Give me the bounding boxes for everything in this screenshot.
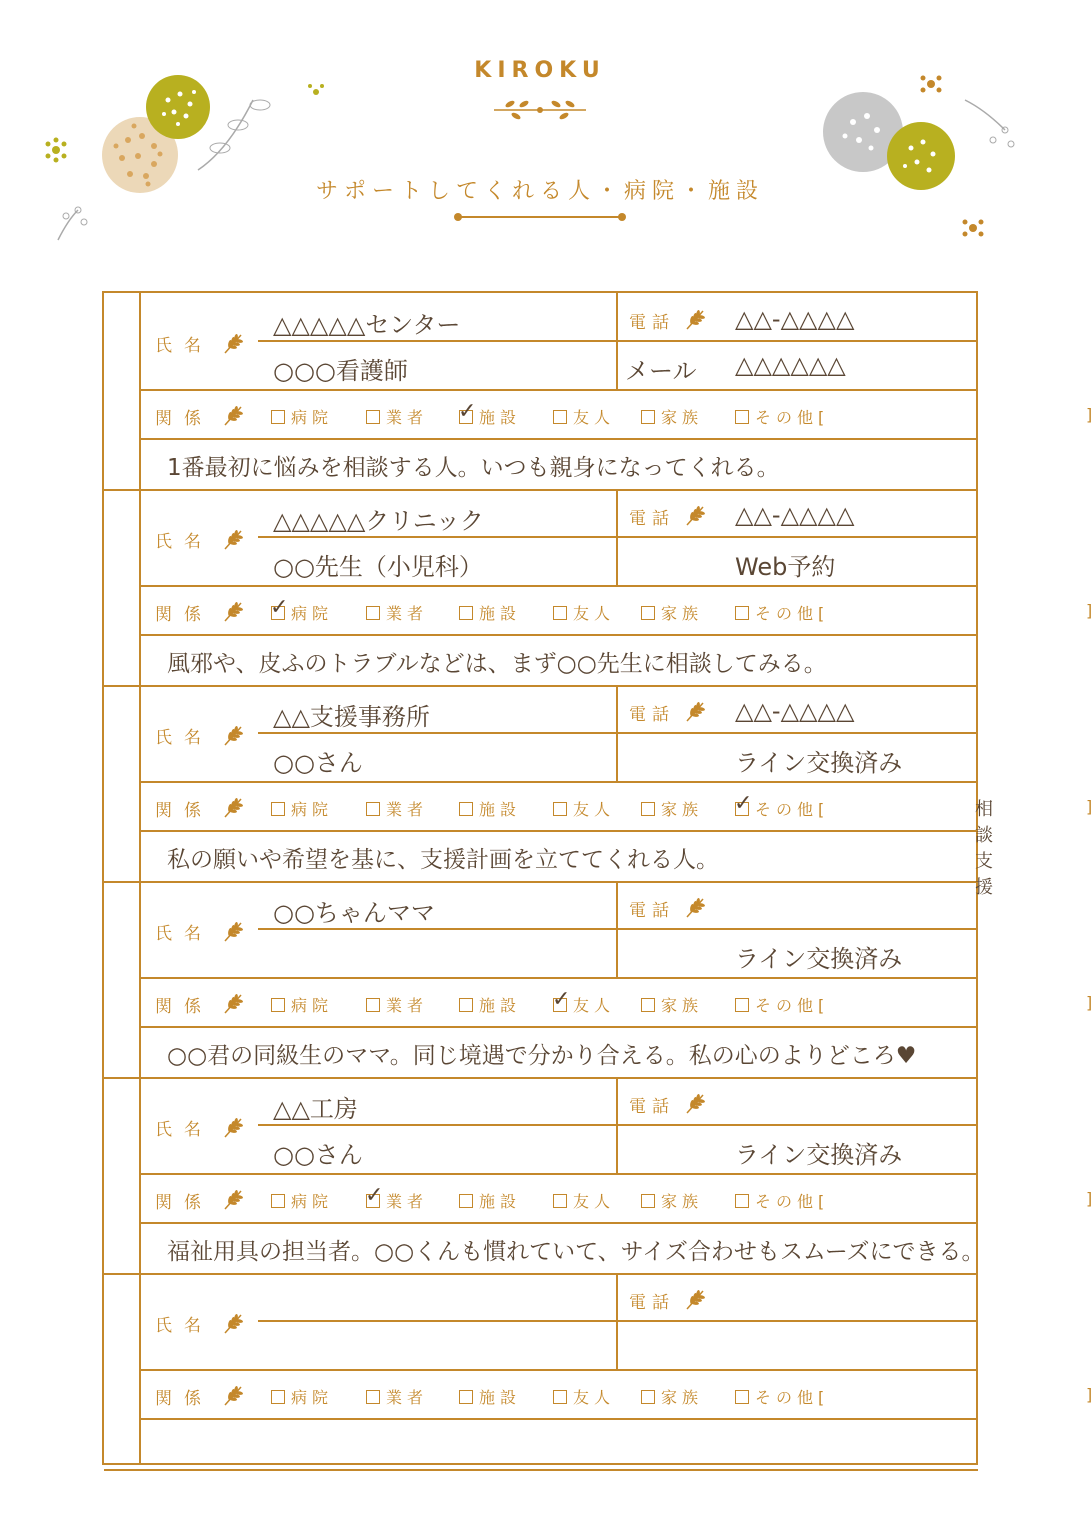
person-value[interactable]: ○○さん <box>273 749 363 777</box>
column-divider <box>616 1077 618 1173</box>
checkbox[interactable] <box>641 410 655 424</box>
relation-option[interactable] <box>552 987 616 1016</box>
relation-option[interactable] <box>459 1385 521 1408</box>
name-value[interactable]: △△△△△クリニック <box>273 507 484 535</box>
checkbox[interactable] <box>270 595 289 620</box>
contact-value[interactable]: ライン交換済み <box>735 749 903 777</box>
relation-option-label: 施設 <box>479 408 522 427</box>
relation-options <box>271 1175 1092 1224</box>
person-value[interactable]: ○○○看護師 <box>273 357 408 385</box>
relation-option-label: 業者 <box>386 604 429 623</box>
relation-option-label: その他[ <box>755 996 830 1015</box>
relation-option-label: 家族 <box>661 604 704 623</box>
sprig-icon <box>221 599 245 623</box>
relation-option-label: その他[ <box>755 1388 830 1407</box>
relation-option[interactable] <box>553 601 615 624</box>
checkbox[interactable] <box>271 998 285 1012</box>
contact-value[interactable]: △△△△△△ <box>735 351 846 379</box>
relation-option-label: 友人 <box>573 604 616 623</box>
relation-option-label: 友人 <box>573 1388 616 1407</box>
relation-option-label: 施設 <box>479 1192 522 1211</box>
checkbox[interactable] <box>734 791 753 816</box>
relation-option-label: 家族 <box>661 1388 704 1407</box>
relation-option-label: 家族 <box>661 996 704 1015</box>
entry-border <box>104 1469 978 1471</box>
contact-entry <box>141 1077 1092 1273</box>
relation-option-label: 友人 <box>573 1192 616 1211</box>
name-divider <box>258 732 618 734</box>
relation-option-label: その他[ <box>755 408 830 427</box>
relation-option-label: その他[ <box>755 1192 830 1211</box>
phone-label: 電話 <box>629 901 675 921</box>
checkbox[interactable] <box>735 410 749 424</box>
relation-option[interactable] <box>553 797 615 820</box>
relation-label: 関係 <box>155 1389 213 1409</box>
checkbox[interactable] <box>271 410 285 424</box>
checkbox[interactable] <box>641 998 655 1012</box>
relation-options <box>271 391 1092 440</box>
relation-option-label: その他[ <box>755 604 830 623</box>
note-text[interactable]: 福祉用具の担当者。○○くんも慣れていて、サイズ合わせもスムーズにできる。 <box>167 1239 985 1265</box>
relation-option[interactable] <box>641 797 703 820</box>
decorative-flowers-right-icon <box>815 70 1045 250</box>
relation-option-label: 業者 <box>386 1192 429 1211</box>
bracket-close: ] <box>1086 993 1092 1012</box>
relation-option[interactable] <box>271 405 333 428</box>
page-header <box>0 0 1080 290</box>
relation-option-label: 家族 <box>661 800 704 819</box>
relation-option[interactable] <box>271 1189 333 1212</box>
relation-option-label: 友人 <box>573 800 616 819</box>
sprig-icon <box>221 331 245 355</box>
phone-divider <box>618 536 978 538</box>
person-value[interactable]: ○○さん <box>273 1141 363 1169</box>
sprig-icon <box>221 527 245 551</box>
note-text[interactable]: ○○君の同級生のママ。同じ境遇で分かり合える。私の心のよりどころ♥ <box>167 1043 917 1069</box>
column-divider <box>616 293 618 389</box>
sprig-icon <box>221 1187 245 1211</box>
checkbox[interactable] <box>458 399 477 424</box>
relation-option-label: 業者 <box>386 1388 429 1407</box>
phone-label: 電話 <box>629 705 675 725</box>
sprig-icon <box>221 991 245 1015</box>
name-divider <box>258 536 618 538</box>
relation-option[interactable] <box>459 993 521 1016</box>
other-value[interactable]: 相談支援 <box>975 799 995 898</box>
name-value[interactable]: △△△△△センター <box>273 311 461 339</box>
checkmark-icon: ✓ <box>458 399 477 424</box>
name-label: 氏名 <box>155 532 213 552</box>
relation-label: 関係 <box>155 997 213 1017</box>
relation-option[interactable] <box>735 1189 829 1212</box>
contact-entry <box>141 1273 1092 1469</box>
bracket-close: ] <box>1086 601 1092 620</box>
phone-value[interactable]: △△-△△△△ <box>735 501 855 529</box>
relation-label: 関係 <box>155 409 213 429</box>
phone-label: 電話 <box>629 313 675 333</box>
relation-option-label: 施設 <box>479 800 522 819</box>
contact-entry <box>141 489 1092 685</box>
bracket-close: ] <box>1086 1385 1092 1404</box>
relation-option[interactable] <box>735 601 829 624</box>
sprig-icon <box>221 1383 245 1407</box>
name-label: 氏名 <box>155 1120 213 1140</box>
contact-entry <box>141 293 1092 489</box>
name-label: 氏名 <box>155 336 213 356</box>
column-divider <box>616 685 618 781</box>
contact-value[interactable]: Web予約 <box>735 553 836 581</box>
relation-option-label: 友人 <box>573 408 616 427</box>
checkmark-icon: ✓ <box>270 595 289 620</box>
checkbox[interactable] <box>735 998 749 1012</box>
relation-option-label: 病院 <box>291 1192 334 1211</box>
relation-option[interactable] <box>459 1189 521 1212</box>
relation-option-label: 病院 <box>291 800 334 819</box>
relation-label: 関係 <box>155 605 213 625</box>
name-label: 氏名 <box>155 728 213 748</box>
phone-label: 電話 <box>629 1097 675 1117</box>
person-value[interactable]: ○○先生（小児科） <box>273 553 483 581</box>
sprig-icon <box>221 723 245 747</box>
relation-option[interactable] <box>641 1385 703 1408</box>
relation-option-label: その他[ <box>755 800 830 819</box>
relation-option[interactable] <box>734 791 830 820</box>
sprig-icon <box>221 795 245 819</box>
checkbox[interactable] <box>641 802 655 816</box>
sprig-icon <box>683 1287 707 1311</box>
name-value[interactable]: △△支援事務所 <box>273 703 430 731</box>
relation-option[interactable] <box>735 1385 829 1408</box>
relation-option[interactable] <box>641 1189 703 1212</box>
checkbox[interactable] <box>641 1390 655 1404</box>
relation-option-label: 病院 <box>291 408 334 427</box>
phone-divider <box>618 732 978 734</box>
column-divider <box>616 881 618 977</box>
checkbox[interactable] <box>271 1390 285 1404</box>
relation-option-label: 業者 <box>386 408 429 427</box>
checkbox[interactable] <box>553 802 567 816</box>
phone-label: 電話 <box>629 509 675 529</box>
name-label: 氏名 <box>155 924 213 944</box>
checkbox[interactable] <box>735 1194 749 1208</box>
checkbox[interactable] <box>459 1194 473 1208</box>
relation-option-label: 病院 <box>291 604 334 623</box>
relation-option[interactable] <box>735 993 829 1016</box>
checkbox[interactable] <box>366 1390 380 1404</box>
relation-option[interactable] <box>553 1385 615 1408</box>
checkbox[interactable] <box>735 606 749 620</box>
relation-option[interactable] <box>271 797 333 820</box>
relation-option-label: 施設 <box>479 604 522 623</box>
relation-option[interactable] <box>641 601 703 624</box>
sprig-icon <box>221 403 245 427</box>
relation-option[interactable] <box>553 1189 615 1212</box>
relation-option[interactable] <box>366 993 428 1016</box>
sprig-icon <box>683 895 707 919</box>
contact-value[interactable]: ライン交換済み <box>735 945 903 973</box>
relation-option[interactable] <box>270 595 334 624</box>
sprig-icon <box>221 1311 245 1335</box>
relation-option-label: 業者 <box>386 800 429 819</box>
phone-divider <box>618 1124 978 1126</box>
relation-option-label: 友人 <box>573 996 616 1015</box>
phone-label: 電話 <box>629 1293 675 1313</box>
bracket-close: ] <box>1086 797 1092 816</box>
checkbox[interactable] <box>459 606 473 620</box>
relation-option[interactable] <box>271 993 333 1016</box>
checkbox[interactable] <box>641 1194 655 1208</box>
relation-option[interactable] <box>735 405 829 428</box>
relation-options <box>270 587 1092 636</box>
support-contacts-form <box>102 291 1092 1465</box>
relation-label: 関係 <box>155 801 213 821</box>
contact-label: メール <box>625 357 697 385</box>
sprig-icon <box>683 307 707 331</box>
relation-option[interactable] <box>459 601 521 624</box>
bracket-close: ] <box>1086 405 1092 424</box>
checkbox[interactable] <box>553 410 567 424</box>
checkbox[interactable] <box>735 1390 749 1404</box>
sprig-icon <box>683 503 707 527</box>
relation-option-label: 家族 <box>661 1192 704 1211</box>
checkbox[interactable] <box>553 606 567 620</box>
name-value[interactable]: ○○ちゃんママ <box>273 899 435 927</box>
column-divider <box>616 1273 618 1369</box>
relation-option[interactable] <box>366 1385 428 1408</box>
phone-divider <box>618 928 978 930</box>
name-divider <box>258 340 618 342</box>
form-margin-column <box>104 293 141 1463</box>
relation-option-label: 施設 <box>479 1388 522 1407</box>
relation-option[interactable] <box>641 405 703 428</box>
brand-title: KIROKU <box>474 58 606 83</box>
checkbox[interactable] <box>553 1194 567 1208</box>
relation-option[interactable] <box>366 797 428 820</box>
checkbox[interactable] <box>271 802 285 816</box>
relation-option-label: 施設 <box>479 996 522 1015</box>
relation-option[interactable] <box>271 1385 333 1408</box>
bracket-close: ] <box>1086 1189 1092 1208</box>
relation-option[interactable] <box>553 405 615 428</box>
note-text[interactable]: 風邪や、皮ふのトラブルなどは、まず○○先生に相談してみる。 <box>167 651 827 677</box>
sprig-icon <box>683 699 707 723</box>
sprig-icon <box>221 919 245 943</box>
name-divider <box>258 1320 618 1322</box>
checkmark-icon: ✓ <box>365 1183 384 1208</box>
relation-option[interactable] <box>366 601 428 624</box>
note-text[interactable]: 私の願いや希望を基に、支援計画を立ててくれる人。 <box>167 847 719 873</box>
sprig-icon <box>221 1115 245 1139</box>
checkbox[interactable] <box>366 802 380 816</box>
relation-options <box>271 979 1092 1028</box>
phone-value[interactable]: △△-△△△△ <box>735 697 855 725</box>
name-value[interactable]: △△工房 <box>273 1095 358 1123</box>
contact-value[interactable]: ライン交換済み <box>735 1141 903 1169</box>
checkbox[interactable] <box>366 410 380 424</box>
decorative-flowers-left-icon <box>38 70 318 250</box>
checkbox[interactable] <box>552 987 571 1012</box>
checkbox[interactable] <box>641 606 655 620</box>
column-divider <box>616 489 618 585</box>
checkbox[interactable] <box>459 998 473 1012</box>
contact-entry <box>141 685 1092 898</box>
checkbox[interactable] <box>271 1194 285 1208</box>
relation-option[interactable] <box>641 993 703 1016</box>
sprig-icon <box>683 1091 707 1115</box>
relation-options <box>271 1371 1092 1420</box>
laurel-icon <box>490 96 590 122</box>
page-subtitle: サポートしてくれる人・病院・施設 <box>315 179 764 204</box>
phone-divider <box>618 1320 978 1322</box>
note-text[interactable]: 1番最初に悩みを相談する人。いつも親身になってくれる。 <box>167 455 780 481</box>
checkmark-icon: ✓ <box>734 791 753 816</box>
relation-option[interactable] <box>366 405 428 428</box>
relation-option-label: 病院 <box>291 996 334 1015</box>
relation-option[interactable] <box>365 1183 429 1212</box>
checkbox[interactable] <box>366 998 380 1012</box>
phone-divider <box>618 340 978 342</box>
phone-value[interactable]: △△-△△△△ <box>735 305 855 333</box>
relation-option[interactable] <box>459 797 521 820</box>
checkbox[interactable] <box>366 606 380 620</box>
name-divider <box>258 1124 618 1126</box>
relation-label: 関係 <box>155 1193 213 1213</box>
name-label: 氏名 <box>155 1316 213 1336</box>
checkbox[interactable] <box>459 802 473 816</box>
relation-option-label: 家族 <box>661 408 704 427</box>
relation-option-label: 病院 <box>291 1388 334 1407</box>
name-divider <box>258 928 618 930</box>
checkbox[interactable] <box>553 1390 567 1404</box>
checkbox[interactable] <box>459 1390 473 1404</box>
checkbox[interactable] <box>365 1183 384 1208</box>
relation-option-label: 業者 <box>386 996 429 1015</box>
relation-option[interactable] <box>458 399 522 428</box>
contact-entry <box>141 881 1092 1077</box>
checkmark-icon: ✓ <box>552 987 571 1012</box>
subtitle-underline-icon <box>452 211 628 223</box>
